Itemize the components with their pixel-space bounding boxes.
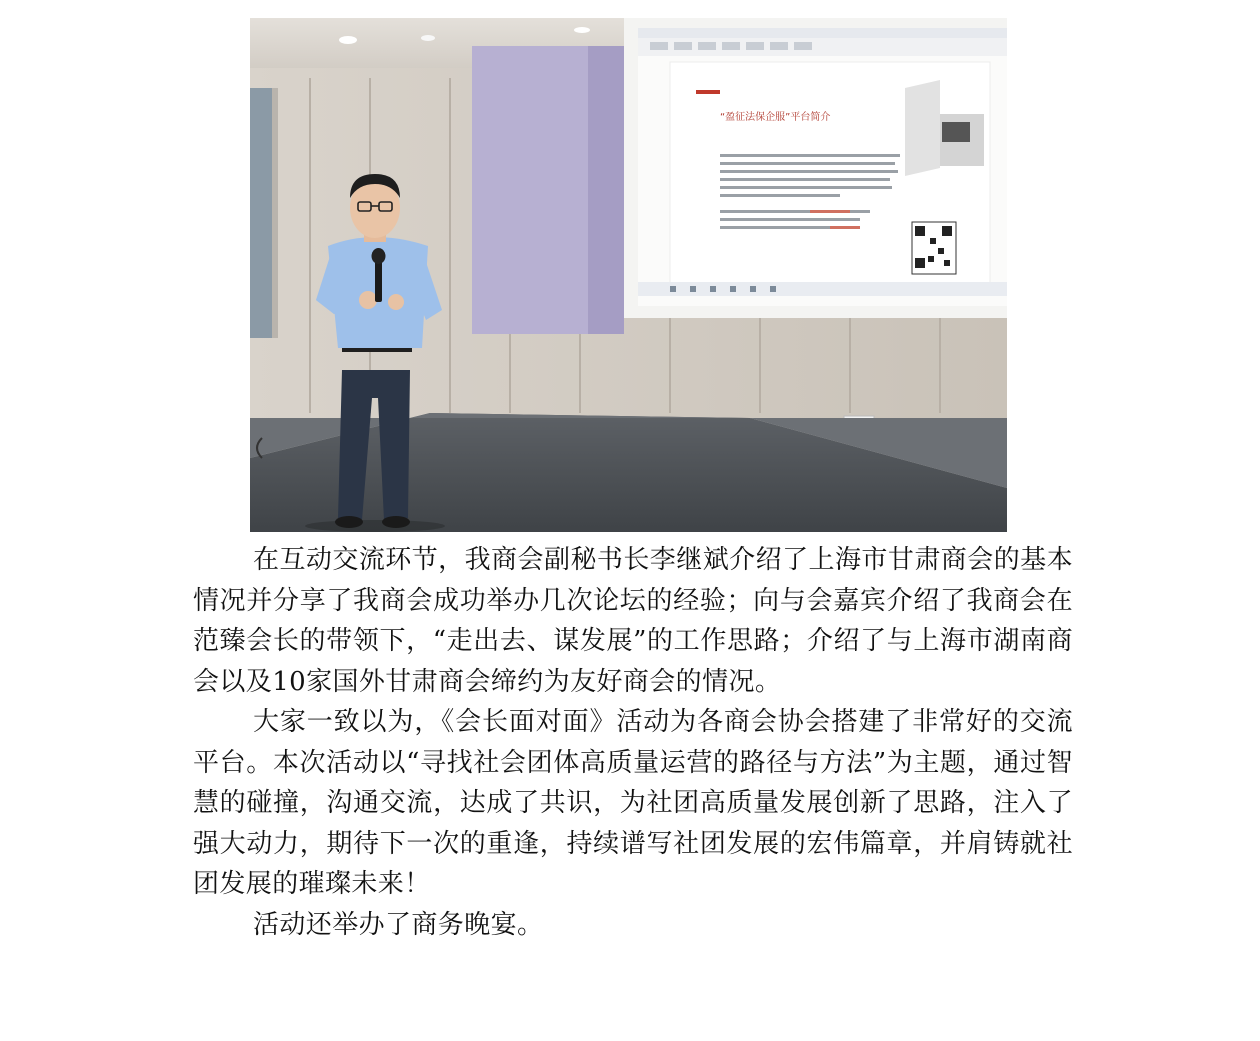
paragraph-summary: 大家一致以为，《会长面对面》活动为各商会协会搭建了非常好的交流平台。本次活动以“寻找社会团体高质量运营的路径与方法”为主题，通过智慧的碰撞，沟通交流，达成了共识，为社团高质量发展创新了思路，注入了强大动力，期待下一次的重逢，持续谱写社团发展的宏伟篇章，并肩铸就社团发展的璀璨未来！ [193, 707, 1073, 899]
article-body [193, 540, 1073, 945]
event-photo [250, 18, 1007, 532]
slide-title: “盈征法保企服”平台简介 [720, 112, 831, 123]
photo-illustration [250, 18, 1007, 532]
paragraph-banquet: 活动还举办了商务晚宴。 [253, 909, 544, 940]
paragraph-interaction: 在互动交流环节，我商会副秘书长李继斌介绍了上海市甘肃商会的基本情况并分享了我商会成功举办几次论坛的经验；向与会嘉宾介绍了我商会在范臻会长的带领下，“走出去、谋发展”的工作思路；介绍了与上海市湖南商会以及10家国外甘肃商会缔约为友好商会的情况。 [193, 545, 1073, 697]
